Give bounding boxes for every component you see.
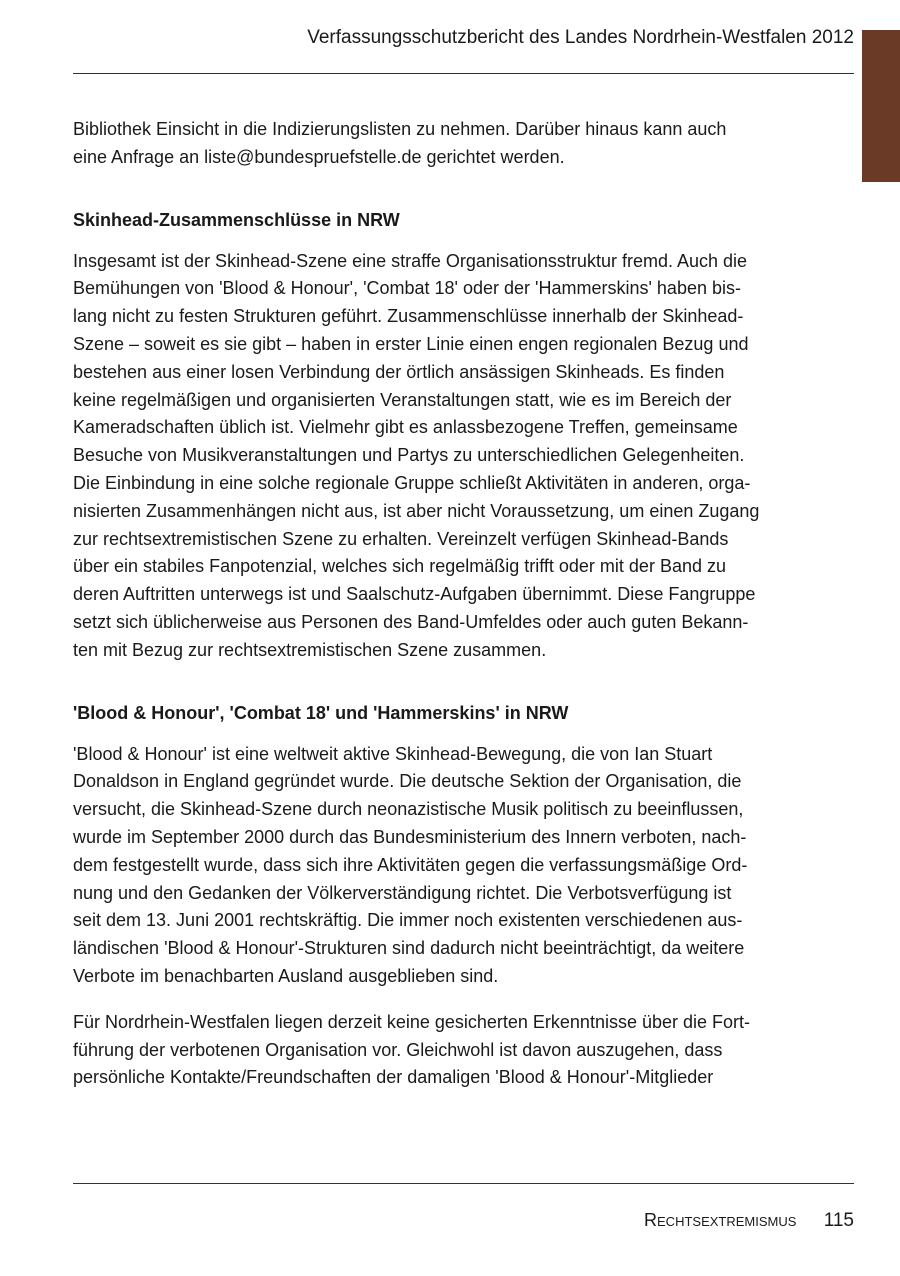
text-line: keine regelmäßigen und organisierten Veranstaltungen statt, wie es im Bereich der <box>73 389 732 410</box>
text-line: Kameradschaften üblich ist. Vielmehr gibt es anlassbezogene Treffen, gemeinsame <box>73 417 738 438</box>
paragraph-nrw-continuation <box>73 1009 818 1092</box>
text-line: ländischen 'Blood & Honour'-Strukturen sind dadurch nicht beeinträchtigt, da weitere <box>73 938 745 959</box>
paragraph-intro <box>73 116 818 172</box>
page-number: 115 <box>823 1210 854 1231</box>
text-line: wurde im September 2000 durch das Bundesministerium des Innern verboten, nach- <box>73 826 747 847</box>
text-line: nung und den Gedanken der Völkerverständigung richtet. Die Verbotsverfügung ist <box>73 882 732 903</box>
text-line: versucht, die Skinhead-Szene durch neonazistische Musik politisch zu beeinflussen, <box>73 799 744 820</box>
text-line: bestehen aus einer losen Verbindung der örtlich ansässigen Skinheads. Es finden <box>73 361 725 382</box>
text-line: setzt sich üblicherweise aus Personen des Band-Umfeldes oder auch guten Bekann- <box>73 611 749 632</box>
text-line: Verbote im benachbarten Ausland ausgeblieben sind. <box>73 965 499 986</box>
footer-divider <box>73 1183 854 1184</box>
text-line: lang nicht zu festen Strukturen geführt. Zusammenschlüsse innerhalb der Skinhead- <box>73 306 744 327</box>
text-line: dem festgestellt wurde, dass sich ihre Aktivitäten gegen die verfassungsmäßige Ord- <box>73 854 748 875</box>
text-line: Bemühungen von 'Blood & Honour', 'Combat 18' oder der 'Hammerskins' haben bis- <box>73 278 741 299</box>
text-line: führung der verbotenen Organisation vor. Gleichwohl ist davon auszugehen, dass <box>73 1039 723 1060</box>
text-line: Besuche von Musikveranstaltungen und Partys zu unterschiedlichen Gelegenheiten. <box>73 445 745 466</box>
text-line: eine Anfrage an liste@bundespruefstelle.de gerichtet werden. <box>73 146 565 167</box>
text-line: Szene – soweit es sie gibt – haben in erster Linie einen engen regionalen Bezug und <box>73 333 749 354</box>
text-line: zur rechtsextremistischen Szene zu erhalten. Vereinzelt verfügen Skinhead-Bands <box>73 528 729 549</box>
text-line: 'Blood & Honour' ist eine weltweit aktive Skinhead-Bewegung, die von Ian Stuart <box>73 743 713 764</box>
text-line: Die Einbindung in eine solche regionale Gruppe schließt Aktivitäten in anderen, orga- <box>73 472 751 493</box>
chapter-side-tab <box>862 30 900 182</box>
text-line: seit dem 13. Juni 2001 rechtskräftig. Die immer noch existenten verschiedenen aus- <box>73 910 743 931</box>
text-line: Insgesamt ist der Skinhead-Szene eine straffe Organisationsstruktur fremd. Auch die <box>73 250 748 271</box>
section-heading-skinhead: Skinhead-Zusammenschlüsse in NRW <box>73 209 400 230</box>
running-header-title: Verfassungsschutzbericht des Landes Nordrhein-Westfalen 2012 <box>307 27 854 48</box>
paragraph-skinhead <box>73 248 818 665</box>
text-line: über ein stabiles Fanpotenzial, welches sich regelmäßig trifft oder mit der Band zu <box>73 556 726 577</box>
footer-section-title: Rechtsextremismus <box>644 1210 797 1230</box>
page-body <box>73 116 818 1110</box>
text-line: Donaldson in England gegründet wurde. Die deutsche Sektion der Organisation, die <box>73 771 742 792</box>
text-line: nisierten Zusammenhängen nicht aus, ist aber nicht Voraussetzung, um einen Zugang <box>73 500 760 521</box>
text-line: Für Nordrhein-Westfalen liegen derzeit keine gesicherten Erkenntnisse über die Fort- <box>73 1011 751 1032</box>
text-line: persönliche Kontakte/Freundschaften der damaligen 'Blood & Honour'-Mitglieder <box>73 1067 714 1088</box>
header-divider <box>73 73 854 74</box>
page-footer <box>644 1208 854 1233</box>
paragraph-blood-honour <box>73 741 818 991</box>
text-line: deren Auftritten unterwegs ist und Saalschutz-Aufgaben übernimmt. Diese Fangruppe <box>73 584 756 605</box>
text-line: Bibliothek Einsicht in die Indizierungslisten zu nehmen. Darüber hinaus kann auch <box>73 119 727 139</box>
section-heading-blood-honour: 'Blood & Honour', 'Combat 18' und 'Hammerskins' in NRW <box>73 702 569 723</box>
text-line: ten mit Bezug zur rechtsextremistischen Szene zusammen. <box>73 639 547 660</box>
